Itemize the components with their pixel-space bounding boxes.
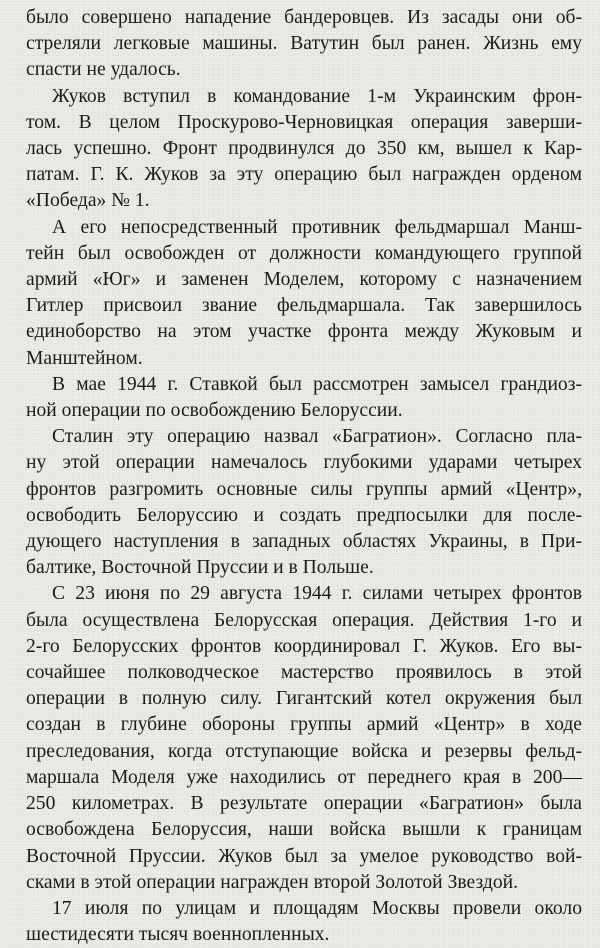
paragraph-3-line-1: А его непосредственный противник фельдмаршал Манш- (52, 216, 582, 238)
paragraph-2-line-1: Жуков вступил в командование 1-м Украинским фрон- (52, 85, 582, 107)
paragraph-5-line-5: дующего наступления в западных областях Украины, в При- (26, 531, 582, 553)
paragraph-3-line-2: тейн был освобожден от должности командующего группой (26, 242, 582, 264)
paragraph-2-line-3: лась успешно. Фронт продвинулся до 350 км, вышел к Кар- (26, 138, 582, 160)
paragraph-6-line-11: Восточной Пруссии. Жуков был за умелое руководство вой- (26, 845, 582, 867)
paragraph-3-line-3: армий «Юг» и заменен Моделем, которому с назначением (26, 269, 582, 291)
paragraph-6-line-3: 2-го Белорусских фронтов координировал Г. Жуков. Его вы- (26, 635, 582, 657)
paragraph-5-line-2: ну этой операции намечалось глубокими ударами четырех (26, 452, 582, 474)
paragraph-5-line-6: балтике, Восточной Пруссии и в Польше. (26, 557, 374, 579)
paragraph-2-line-2: том. В целом Проскурово-Черновицкая операция заверши- (26, 111, 582, 133)
paragraph-6-line-8: маршала Моделя уже находились от переднего края в 200— (26, 766, 582, 788)
paragraph-1-line-3: спасти не удалось. (26, 59, 181, 81)
paragraph-1-line-2: стреляли легковые машины. Ватутин был ранен. Жизнь ему (26, 33, 582, 55)
paragraph-4-line-1: В мае 1944 г. Ставкой был рассмотрен замысел грандиоз- (52, 373, 582, 395)
paragraph-6-line-2: была осуществлена Белорусская операция. Действия 1-го и (26, 609, 582, 631)
paragraph-5-line-1: Сталин эту операцию назвал «Багратион». Согласно пла- (52, 426, 582, 448)
paragraph-4-line-2: ной операции по освобождению Белоруссии. (26, 400, 403, 422)
paragraph-6-line-12: сками в этой операции награжден второй Золотой Звездой. (26, 871, 518, 893)
paragraph-3-line-5: единоборство на этом участке фронта между Жуковым и (26, 321, 582, 343)
paragraph-2-line-5: «Победа» № 1. (26, 190, 150, 212)
paragraph-5-line-4: освободить Белоруссию и создать предпосылки для после- (26, 504, 582, 526)
paragraph-5-line-3: фронтов разгромить основные силы группы армий «Центр», (26, 478, 582, 500)
paragraph-6-line-5: операции в полную силу. Гигантский котел окружения был (26, 688, 582, 710)
paragraph-7-line-2: шестидесяти тысяч военнопленных. (26, 924, 330, 946)
paragraph-2-line-4: патам. Г. К. Жуков за эту операцию был награжден орденом (26, 164, 582, 186)
paragraph-3-line-4: Гитлер присвоил звание фельдмаршала. Так завершилось (26, 295, 582, 317)
paragraph-6-line-9: 250 километрах. В результате операции «Багратион» была (26, 793, 582, 815)
paragraph-3-line-6: Манштейном. (26, 347, 143, 369)
paragraph-1-line-1: было совершено нападение бандеровцев. Из засады они об- (26, 7, 582, 28)
paragraph-7-line-1: 17 июля по улицам и площадям Москвы провели около (52, 897, 582, 919)
paragraph-6-line-4: сочайшее полководческое мастерство проявилось в этой (26, 662, 582, 684)
paragraph-6-line-7: преследования, когда отступающие войска и резервы фельд- (26, 740, 582, 762)
paragraph-6-line-6: создан в глубине обороны группы армий «Центр» в ходе (26, 714, 582, 736)
paragraph-6-line-10: освобождена Белоруссия, наши войска вышли к границам (26, 819, 582, 841)
paragraph-6-line-1: С 23 июня по 29 августа 1944 г. силами четырех фронтов (52, 583, 582, 605)
